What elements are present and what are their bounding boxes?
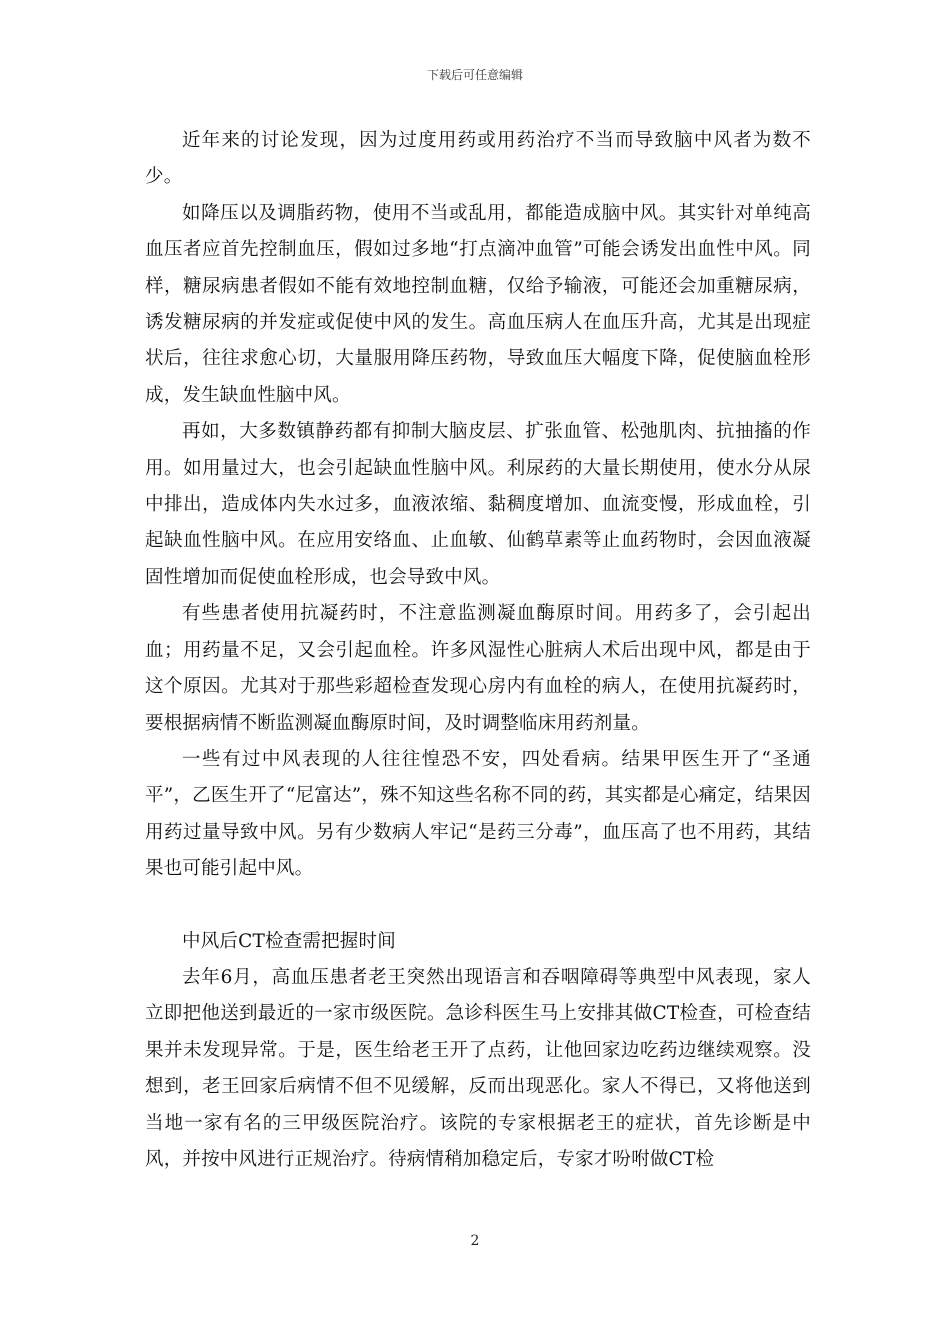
document-body <box>145 123 811 1178</box>
paragraph: 近年来的讨论发现，因为过度用药或用药治疗不当而导致脑中风者为数不少。 <box>145 130 811 188</box>
paragraph: 再如，大多数镇静药都有抑制大脑皮层、扩张血管、松弛肌肉、抗抽搐的作用。如用量过大，也会引起缺血性脑中风。利尿药的大量长期使用，使水分从尿中排出，造成体内失水过多，血液浓缩、黏稠度增加、血流变慢，形成血栓，引起缺血性脑中风。在应用安络血、止血敏、仙鹤草素等止血药物时，会因血液凝固性增加而促使血栓形成，也会导致中风。 <box>145 421 811 588</box>
paragraph: 如降压以及调脂药物，使用不当或乱用，都能造成脑中风。其实针对单纯高血压者应首先控制血压，假如过多地“打点滴冲血管”可能会诱发出血性中风。同样，糖尿病患者假如不能有效地控制血糖，仅给予输液，可能还会加重糖尿病，诱发糖尿病的并发症或促使中风的发生。高血压病人在血压升高，尤其是出现症状后，往往求愈心切，大量服用降压药物，导致血压大幅度下降，促使脑血栓形成，发生缺血性脑中风。 <box>145 202 811 406</box>
paragraph: 一些有过中风表现的人往往惶恐不安，四处看病。结果甲医生开了“圣通平”，乙医生开了“尼富达”，殊不知这些名称不同的药，其实都是心痛定，结果因用药过量导致中风。另有少数病人牢记“是药三分毒”，血压高了也不用药，其结果也可能引起中风。 <box>145 748 811 880</box>
page-header: 下载后可任意编辑 <box>426 68 523 82</box>
paragraph: 去年6月，高血压患者老王突然出现语言和吞咽障碍等典型中风表现，家人立即把他送到最近的一家市级医院。急诊科医生马上安排其做CT检查，可检查结果并未发现异常。于是，医生给老王开了点药，让他回家边吃药边继续观察。没想到，老王回家后病情不但不见缓解，反而出现恶化。家人不得已，又将他送到当地一家有名的三甲级医院治疗。该院的专家根据老王的症状，首先诊断是中风，并按中风进行正规治疗。待病情稍加稳定后，专家才吩咐做CT检 <box>145 966 811 1170</box>
paragraph: 有些患者使用抗凝药时，不注意监测凝血酶原时间。用药多了，会引起出血；用药量不足，又会引起血栓。许多风湿性心脏病人术后出现中风，都是由于这个原因。尤其对于那些彩超检查发现心房内有血栓的病人，在使用抗凝药时，要根据病情不断监测凝血酶原时间，及时调整临床用药剂量。 <box>145 603 811 734</box>
page-number: 2 <box>470 1233 480 1249</box>
section-heading: 中风后CT检查需把握时间 <box>182 930 396 952</box>
